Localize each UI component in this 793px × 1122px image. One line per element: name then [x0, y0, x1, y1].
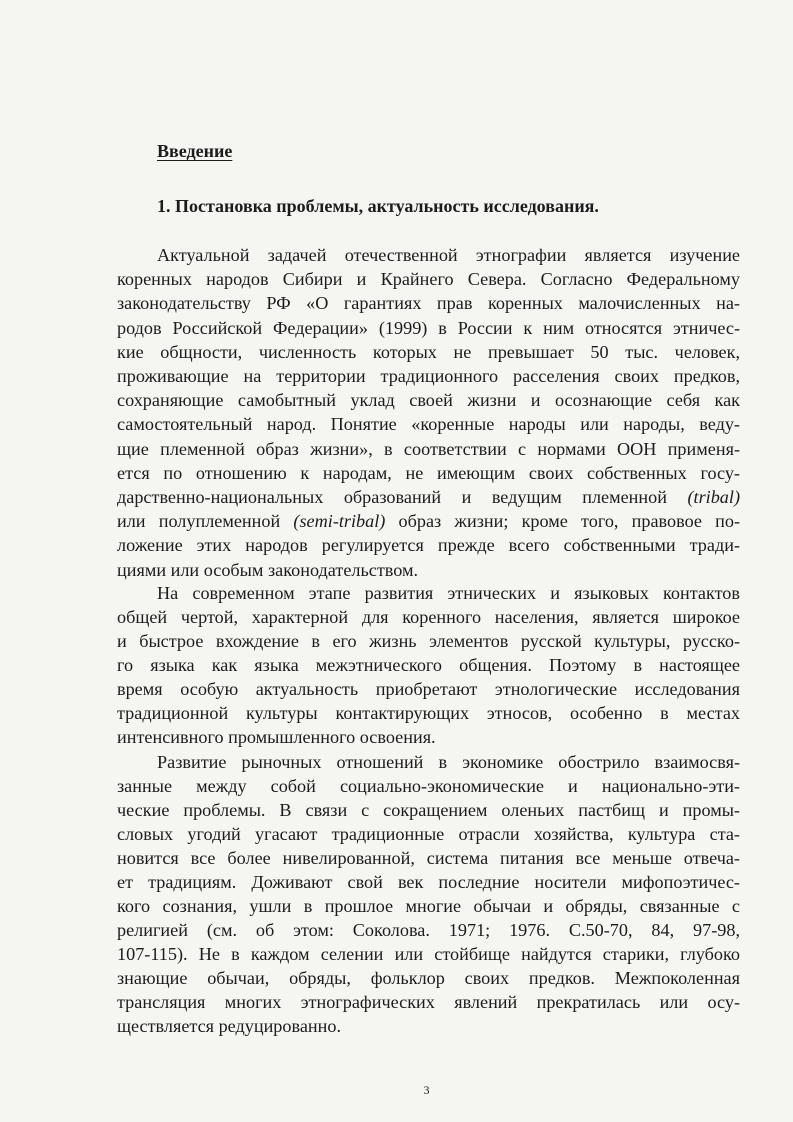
text-line: Развитие рыночных отношений в экономике обострило взаимосвя- [157, 752, 740, 772]
text-line: го языка как языка межэтнического общения. Поэтому в настоящее [117, 655, 740, 675]
text-line [117, 509, 740, 533]
text-line: На современном этапе развития этнических и языковых контактов [157, 583, 740, 603]
text-line: знающие обычаи, обряды, фольклор своих предков. Межпоколенная [117, 968, 740, 988]
text-line: ложение этих народов регулируется прежде всего собственными тради- [117, 535, 740, 555]
text-line: 107-115). Не в каждом селении или стойбище найдутся старики, глубоко [117, 944, 740, 964]
text-line: щие племенной образ жизни», в соответствии с нормами ООН применя- [117, 439, 740, 459]
text-line: общей чертой, характерной для коренного населения, является широкое [117, 607, 740, 627]
text-line: кие общности, численность которых не превышает 50 тыс. человек, [117, 342, 740, 362]
text-line: трансляция многих этнографических явлений прекратилась или осу- [117, 992, 740, 1012]
text-line: ческие проблемы. В связи с сокращением оленьих пастбищ и промы- [117, 800, 740, 820]
page-number: 3 [423, 1083, 430, 1097]
text-line: религией (см. об этом: Соколова. 1971; 1976. С.50-70, 84, 97-98, [117, 920, 740, 940]
text-line: Актуальной задачей отечественной этнографии является изучение [157, 245, 740, 265]
text-line [117, 485, 740, 509]
text-fragment: дарственно-национальных образований и ведущим племенной [117, 487, 667, 507]
text-line: ется по отношению к народам, не имеющим своих собственных госу- [117, 463, 740, 483]
italic-term-semi-tribal: (semi-tribal) [293, 511, 386, 531]
text-line: интенсивного промышленного освоения. [117, 727, 436, 747]
text-line: традиционной культуры контактирующих этносов, особенно в местах [117, 703, 740, 723]
text-line: новится все более нивелированной, система питания все меньше отвеча- [117, 848, 740, 868]
text-line: сохраняющие самобытный уклад своей жизни и осознающие себя как [117, 390, 740, 410]
text-line: проживающие на территории традиционного расселения своих предков, [117, 366, 740, 386]
section-heading: Введение [157, 141, 233, 161]
italic-term-tribal: (tribal) [687, 487, 740, 507]
subsection-heading: 1. Постановка проблемы, актуальность исследования. [157, 196, 599, 216]
text-line: циями или особым законодательством. [117, 560, 419, 580]
text-line: время особую актуальность приобретают этнологические исследования [117, 679, 740, 699]
text-line: ет традициям. Доживают свой век последние носители мифопоэтичес- [117, 872, 740, 892]
text-line: родов Российской Федерации» (1999) в России к ним относятся этничес- [117, 318, 740, 338]
text-line: словых угодий угасают традиционные отрасли хозяйства, культура ста- [117, 824, 740, 844]
text-line: ществляется редуцированно. [117, 1016, 342, 1036]
text-line: кого сознания, ушли в прошлое многие обычаи и обряды, связанные с [117, 896, 740, 916]
text-fragment: или полуплеменной [117, 511, 281, 531]
text-line: и быстрое вхождение в его жизнь элементов русской культуры, русско- [117, 631, 740, 651]
text-fragment: образ жизни; кроме того, правовое по- [398, 511, 740, 531]
text-line: законодательству РФ «О гарантиях прав коренных малочисленных на- [117, 293, 740, 313]
text-line: самостоятельный народ. Понятие «коренные народы или народы, веду- [117, 414, 740, 434]
text-line: занные между собой социально-экономические и национально-эти- [117, 776, 740, 796]
text-line: коренных народов Сибири и Крайнего Севера. Согласно Федеральному [117, 269, 740, 289]
